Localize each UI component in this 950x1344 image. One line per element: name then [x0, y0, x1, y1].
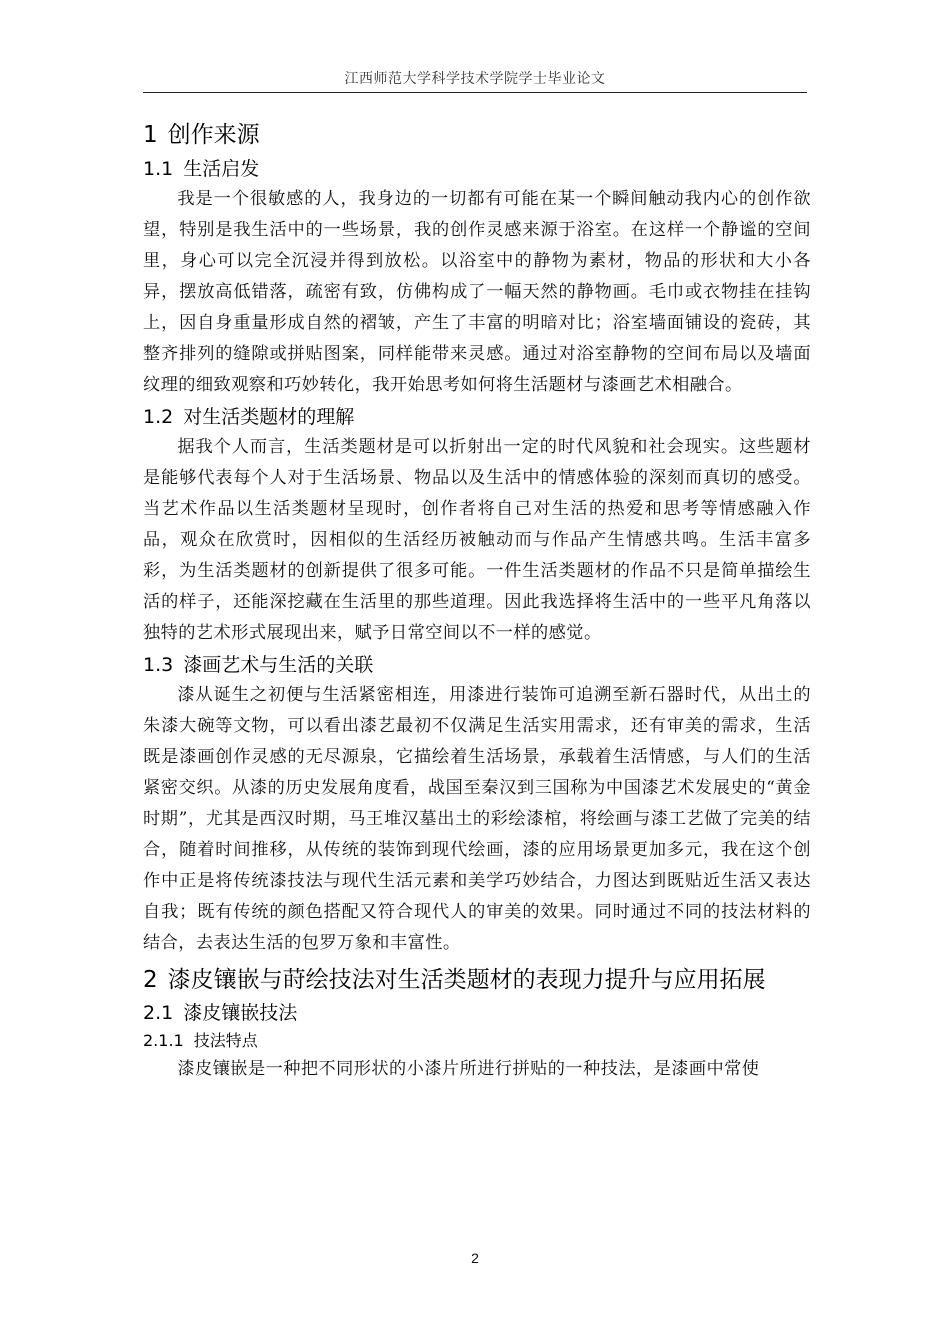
section-2-title: 漆皮镶嵌与莳绘技法对生活类题材的表现力提升与应用拓展 — [167, 967, 766, 993]
page-number: 2 — [471, 1250, 479, 1266]
section-1-2-title: 对生活类题材的理解 — [183, 406, 355, 428]
section-2-1-title: 漆皮镶嵌技法 — [183, 1002, 298, 1024]
running-header: 江西师范大学科学技术学院学士毕业论文 — [344, 71, 606, 87]
section-1-1-heading — [143, 156, 811, 182]
section-1-heading — [143, 120, 811, 151]
section-2-1-1-title: 技法特点 — [193, 1031, 258, 1050]
section-1-3-paragraph: 漆从诞生之初便与生活紧密相连，用漆进行装饰可追溯至新石器时代，从出土的朱漆大碗等文物，可以看出漆艺最初不仅满足生活实用需求，还有审美的需求，生活既是漆画创作灵感的无尽源泉，它描绘着生活场景，承载着生活情感，与人们的生活紧密交织。从漆的历史发展角度看，战国至秦汉到三国称为中国漆艺术发展史的“黄金时期”，尤其是西汉时期，马王堆汉墓出土的彩绘漆棺，将绘画与漆工艺做了完美的结合，随着时间推移，从传统的装饰到现代绘画，漆的应用场景更加多元，我在这个创作中正是将传统漆技法与现代生活元素和美学巧妙结合，力图达到既贴近生活又表达自我；既有传统的颜色搭配又符合现代人的审美的效果。同时通过不同的技法材料的结合，去表达生活的包罗万象和丰富性。 — [143, 685, 811, 953]
section-1-2-paragraph: 据我个人而言，生活类题材是可以折射出一定的时代风貌和社会现实。这些题材是能够代表每个人对于生活场景、物品以及生活中的情感体验的深刻而真切的感受。当艺术作品以生活类题材呈现时，创作者将自己对生活的热爱和思考等情感融入作品，观众在欣赏时，因相似的生活经历被触动而与作品产生情感共鸣。生活丰富多彩，为生活类题材的创新提供了很多可能。一件生活类题材的作品不只是简单描绘生活的样子，还能深挖藏在生活里的那些道理。因此我选择将生活中的一些平凡角落以独特的艺术形式展现出来，赋予日常空间以不一样的感觉。 — [143, 437, 811, 643]
section-2-1-number: 2.1 — [143, 1002, 174, 1024]
section-1-2-number: 1.2 — [143, 406, 174, 428]
section-1-1-number: 1.1 — [143, 158, 174, 180]
section-1-2-heading — [143, 404, 811, 430]
section-1-1-paragraph: 我是一个很敏感的人，我身边的一切都有可能在某一个瞬间触动我内心的创作欲望，特别是我生活中的一些场景，我的创作灵感来源于浴室。在这样一个静谧的空间里，身心可以完全沉浸并得到放松。以浴室中的静物为素材，物品的形状和大小各异，摆放高低错落，疏密有致，仿佛构成了一幅天然的静物画。毛巾或衣物挂在挂钩上，因自身重量形成自然的褶皱，产生了丰富的明暗对比；浴室墙面铺设的瓷砖，其整齐排列的缝隙或拼贴图案，同样能带来灵感。通过对浴室静物的空间布局以及墙面纹理的细致观察和巧妙转化，我开始思考如何将生活题材与漆画艺术相融合。 — [143, 189, 811, 395]
section-2-1-1-paragraph: 漆皮镶嵌是一种把不同形状的小漆片所进行拼贴的一种技法，是漆画中常使 — [177, 1059, 760, 1079]
section-2-1-1-heading — [143, 1030, 811, 1052]
header-rule — [143, 92, 807, 93]
section-2-heading — [143, 965, 811, 996]
section-2-1-1-number: 2.1.1 — [143, 1031, 184, 1050]
section-1-3-heading — [143, 652, 811, 678]
section-1-title: 创作来源 — [167, 122, 260, 148]
section-1-3-title: 漆画艺术与生活的关联 — [183, 654, 374, 676]
section-2-number: 2 — [143, 967, 158, 993]
section-2-1-heading — [143, 1000, 811, 1026]
section-1-number: 1 — [143, 122, 158, 148]
section-1-3-number: 1.3 — [143, 654, 174, 676]
page-body — [143, 110, 811, 1085]
section-1-1-title: 生活启发 — [183, 158, 260, 180]
